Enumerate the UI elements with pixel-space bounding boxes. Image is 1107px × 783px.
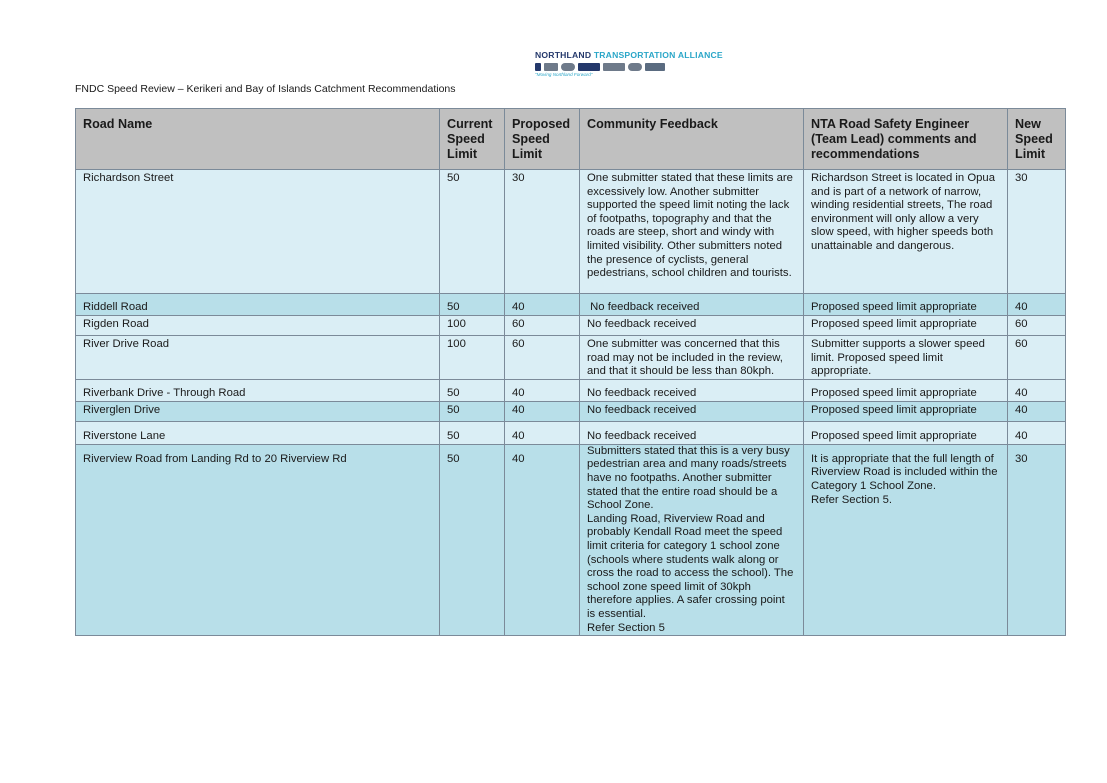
road-name-cell: Riverbank Drive - Through Road [76,379,440,401]
community-feedback-cell: One submitter stated that these limits are excessively low. Another submitter supported the speed limit noting the lack of footpaths, topography and that the roads are steep, short and windy with limited visibility. Other submitters noted the presence of cyclists, general pedestrians, school children and tourists. [580,170,804,294]
community-feedback-cell: No feedback received [580,379,804,401]
column-header-new-speed: New Speed Limit [1008,109,1066,170]
engineer-comments-cell: Proposed speed limit appropriate [804,401,1008,421]
partner-logo-icon [603,63,625,71]
engineer-comments-cell: Richardson Street is located in Opua and is part of a network of narrow, winding residential streets, The road environment will only allow a very slow speed, with higher speeds both unattainable and dangerous. [804,170,1008,294]
column-header-road-name: Road Name [76,109,440,170]
proposed-speed-cell: 40 [505,294,580,316]
proposed-speed-cell: 40 [505,444,580,635]
current-speed-cell: 100 [440,336,505,380]
new-speed-cell: 40 [1008,294,1066,316]
proposed-speed-cell: 40 [505,379,580,401]
new-speed-cell: 40 [1008,401,1066,421]
road-name-cell: Riddell Road [76,294,440,316]
table-row [76,336,1066,380]
road-name-cell: Riverview Road from Landing Rd to 20 Riverview Rd [76,444,440,635]
partner-logo-icon [544,63,558,71]
new-speed-cell: 60 [1008,336,1066,380]
new-speed-cell: 30 [1008,444,1066,635]
column-header-engineer-comments: NTA Road Safety Engineer (Team Lead) comments and recommendations [804,109,1008,170]
logo-partner-marks [535,62,703,72]
current-speed-cell: 50 [440,294,505,316]
proposed-speed-cell: 60 [505,316,580,336]
proposed-speed-cell: 30 [505,170,580,294]
table-row [76,316,1066,336]
engineer-comments-cell: Proposed speed limit appropriate [804,316,1008,336]
engineer-comments-cell: Proposed speed limit appropriate [804,421,1008,444]
table-header-row [76,109,1066,170]
engineer-comments-cell [804,444,1008,635]
proposed-speed-cell: 40 [505,401,580,421]
speed-review-table [75,108,1066,636]
new-speed-cell: 40 [1008,421,1066,444]
road-name-cell: River Drive Road [76,336,440,380]
logo-name-part2: TRANSPORTATION ALLIANCE [593,50,723,60]
engineer-comments-cell: Submitter supports a slower speed limit. Proposed speed limit appropriate. [804,336,1008,380]
engineer-comments-cell: Proposed speed limit appropriate [804,294,1008,316]
partner-logo-icon [561,63,575,71]
current-speed-cell: 50 [440,379,505,401]
table-row [76,379,1066,401]
new-speed-cell: 30 [1008,170,1066,294]
table-row [76,401,1066,421]
table-row [76,421,1066,444]
engineer-comments-cell: Proposed speed limit appropriate [804,379,1008,401]
community-feedback-cell: No feedback received [580,421,804,444]
road-name-cell: Richardson Street [76,170,440,294]
column-header-current-speed: Current Speed Limit [440,109,505,170]
comments-paragraph: It is appropriate that the full length of Riverview Road is included within the Category 1 School Zone. [811,452,998,492]
road-name-cell: Riverglen Drive [76,401,440,421]
community-feedback-cell: No feedback received [580,294,804,316]
community-feedback-cell: No feedback received [580,401,804,421]
community-feedback-cell [580,444,804,635]
feedback-paragraph: Submitters stated that this is a very busy pedestrian area and many roads/streets have no footpaths. Another submitter stated that the entire road should be a School Zone. [587,444,790,512]
nta-logo [535,50,723,82]
community-feedback-cell: One submitter was concerned that this road may not be included in the review, and that it should be less than 80kph. [580,336,804,380]
new-speed-cell: 60 [1008,316,1066,336]
table-row [76,444,1066,635]
feedback-paragraph: Refer Section 5 [587,621,665,634]
column-header-proposed-speed: Proposed Speed Limit [505,109,580,170]
document-title: FNDC Speed Review – Kerikeri and Bay of Islands Catchment Recommendations [75,83,456,95]
comments-paragraph: Refer Section 5. [811,493,893,506]
column-header-community-feedback: Community Feedback [580,109,804,170]
current-speed-cell: 50 [440,444,505,635]
community-feedback-cell: No feedback received [580,316,804,336]
council-mark-icon [535,63,541,71]
proposed-speed-cell: 60 [505,336,580,380]
logo-tagline: "Moving Northland Forward" [535,72,593,77]
partner-logo-icon [628,63,642,71]
current-speed-cell: 50 [440,421,505,444]
current-speed-cell: 100 [440,316,505,336]
transport-agency-logo-icon [645,63,665,71]
logo-name-part1: NORTHLAND [535,50,592,60]
proposed-speed-cell: 40 [505,421,580,444]
current-speed-cell: 50 [440,401,505,421]
new-speed-cell: 40 [1008,379,1066,401]
feedback-paragraph: Landing Road, Riverview Road and probably Kendall Road meet the speed limit criteria for category 1 school zone (schools where students walk along or cross the road to access the school). The school zone speed limit of 30kph therefore applies. A safer crossing point is essential. [587,512,794,620]
logo-title [535,50,723,61]
road-name-cell: Riverstone Lane [76,421,440,444]
table-row [76,294,1066,316]
partner-logo-icon [578,63,600,71]
road-name-cell: Rigden Road [76,316,440,336]
current-speed-cell: 50 [440,170,505,294]
table-row [76,170,1066,294]
